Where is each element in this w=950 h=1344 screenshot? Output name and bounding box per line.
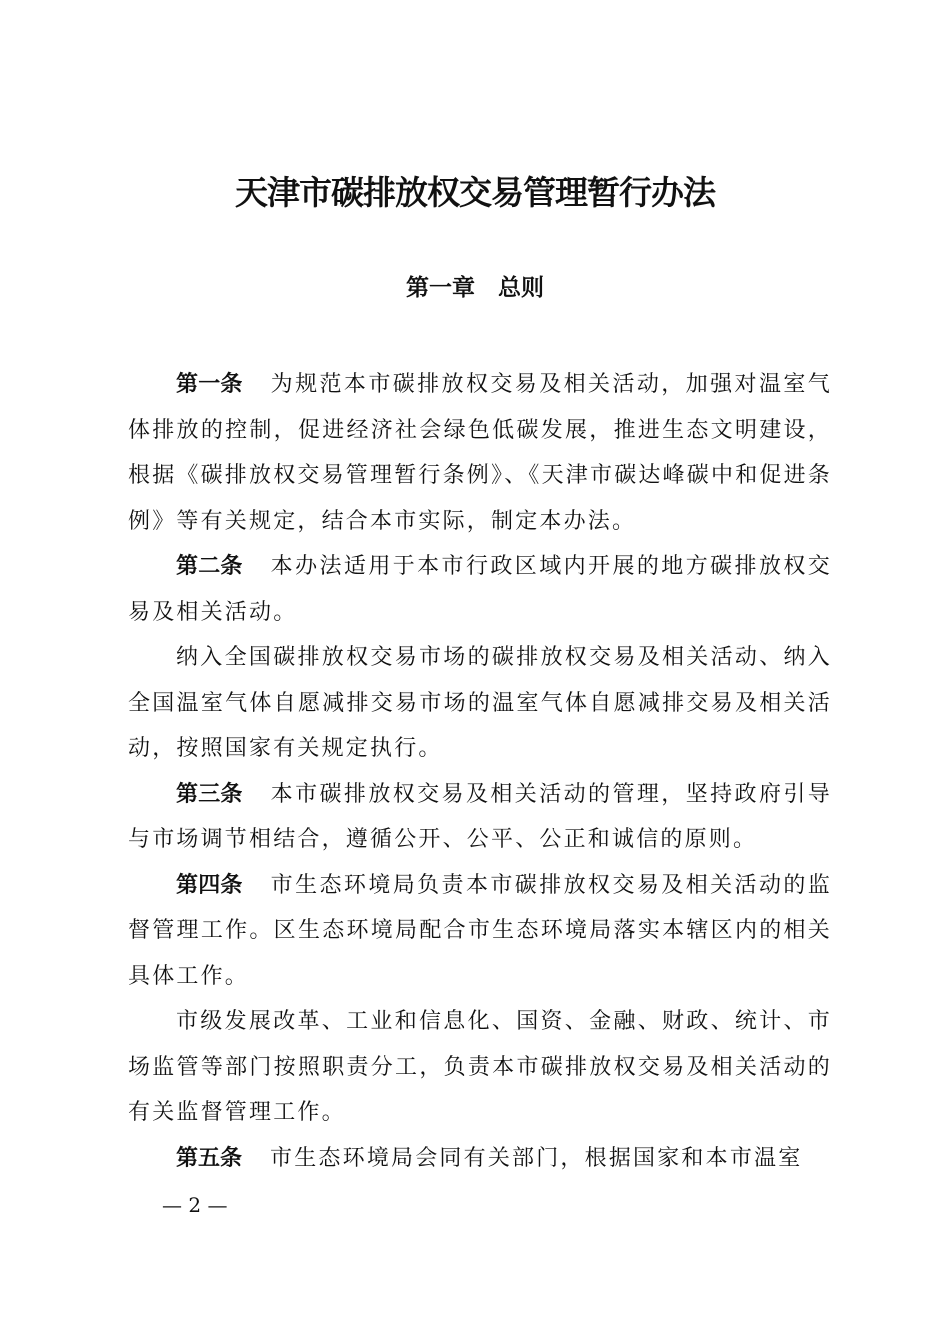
- paragraph-text: 本市碳排放权交易及相关活动的管理，坚持政府引导与市场调节相结合，遵循公开、公平、公正和诚信的原则。: [128, 781, 832, 852]
- paragraph-text: 市级发展改革、工业和信息化、国资、金融、财政、统计、市场监管等部门按照职责分工，负责本市碳排放权交易及相关活动的有关监督管理工作。: [128, 1009, 832, 1125]
- paragraph-text: 纳入全国碳排放权交易市场的碳排放权交易及相关活动、纳入全国温室气体自愿减排交易市场的温室气体自愿减排交易及相关活动，按照国家有关规定执行。: [128, 645, 832, 761]
- paragraph-article-3: [128, 772, 832, 863]
- chapter-heading: 第一章 总则: [406, 275, 544, 301]
- paragraph-text: 本办法适用于本市行政区域内开展的地方碳排放权交易及相关活动。: [128, 554, 832, 625]
- paragraph-article-1: [128, 362, 832, 544]
- document-title: 天津市碳排放权交易管理暂行办法: [235, 173, 715, 212]
- article-label: 第三条: [176, 781, 243, 807]
- paragraph-article-2-clause: [128, 635, 832, 772]
- paragraph-text: 市生态环境局负责本市碳排放权交易及相关活动的监督管理工作。区生态环境局配合市生态环境局落实本辖区内的相关具体工作。: [128, 872, 832, 989]
- article-label: 第五条: [176, 1145, 243, 1171]
- paragraph-article-4-clause: [128, 999, 832, 1136]
- paragraph-text: 为规范本市碳排放权交易及相关活动，加强对温室气体排放的控制，促进经济社会绿色低碳发展，推进生态文明建设，根据《碳排放权交易管理暂行条例》、《天津市碳达峰碳中和促进条例》等有关规定，结合本市实际，制定本办法。: [128, 372, 833, 534]
- paragraph-article-4: [128, 863, 832, 1000]
- document-body: [128, 362, 832, 1181]
- paragraph-article-5: [128, 1136, 832, 1182]
- page-number: — 2 —: [162, 1193, 228, 1217]
- article-label: 第二条: [176, 554, 243, 579]
- paragraph-article-2: [128, 544, 832, 635]
- paragraph-text: 市生态环境局会同有关部门，根据国家和本市温室: [270, 1145, 803, 1171]
- article-label: 第一条: [176, 372, 243, 397]
- article-label: 第四条: [176, 872, 243, 898]
